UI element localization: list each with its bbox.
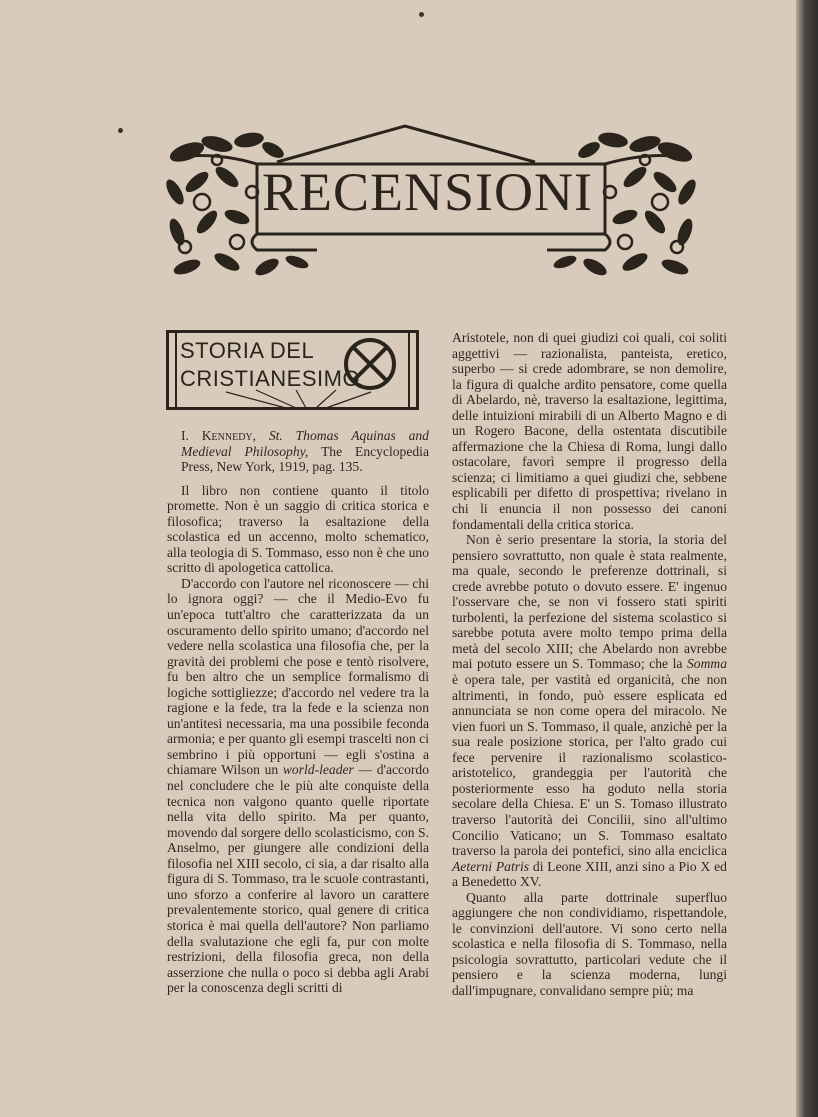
italic-run: Somma [686,656,727,672]
section-line-2: CRISTIANESIMO [180,366,361,391]
book-gutter-edge [796,0,818,1117]
italic-run: world-leader [282,762,354,778]
citation-author: Kennedy, [201,428,257,443]
section-heading-box [166,330,419,410]
section-line-1: STORIA DEL [180,338,315,363]
left-column [167,428,429,996]
paragraph: Aristotele, non di quei giudizi coi quali, coi soliti aggettivi — razionalista, panteista, eretico, superbo — si crede adombrare, se non demolire, la figura di qualche ardito pensatore, come quella di Abelardo, nè, traverso la esaltazione, legittima, delle intuizioni mirabili di un Alberto Magno e di un Rogero Bacone, della ostentata discutibile affermazione che la Chiesa di Roma, lungi dallo ostacolare, favorì sempre il progresso della scienza; ci limitiamo a quei giudizi che, sebbene esplicabili per difetto di prospettiva; rivelano in chi li enuncia il non possesso dei canoni fondamentali della critica storica. [452,330,727,532]
text-run: — d'accordo nel concludere che le più alte conquiste della tecnica non valgono quanto quelle riportate nella vita dello spirito. Ma per quanto, movendo dal sorgere dello scolasticismo, con S. Anselmo, per giungere alle condizioni della filosofia nel XIII secolo, ci sia, a dar risalto alla figura di S. Tommaso, tra le scuole contrastanti, uno sforzo a conferire al lavoro un carattere prevalentemente storico, qual genere di critica storica è mai quella dell'autore? Non parliamo della svalutazione che egli fa, pur con molte restrizioni, della filosofia greca, non della asserzione che nulla o poco si debba agli Arabi per la conoscenza degli scritti di [167,762,429,996]
text-run: di Leone XIII, anzi sino a Pio X ed a Benedetto XV. [452,858,727,890]
italic-run: Aeterni Patris [452,858,530,874]
paragraph: Quanto alla parte dottrinale superfluo aggiungere che non condividiamo, rispettandole, le convinzioni dell'autore. Vi sono certo nella scolastica e nella filosofia di S. Tommaso, nella psicologia sovrattutto, particolari vedute che il pensiero e la scienza moderna, lungi dall'impugnare, convalidano sempre più; ma [452,889,727,998]
text-run: è opera tale, per vastità ed organicità, che non altrimenti, in fondo, può essere esplicata ed annunciata se non come opera del miracolo. Ne vien fuori un S. Tommaso, il quale, anzichè per la sua reale posizione storica, per l'alto grado cui fece pervenire il razionalismo scolastico-aristotelico, grandeggia per l'autorità che posteriormente esso ha goduto nella storia secolare della Chiesa. E' un S. Tomaso illustrato traverso l'autorità dei Concilii, sino all'ultimo Concilio Vaticano; un S. Tommaso esaltato traverso la parola dei pontefici, sino alla enciclica [452,672,727,859]
paragraph [167,576,429,996]
citation-title: St. Thomas Aquinas and Medieval Philosophy, [181,428,429,459]
text-run: D'accordo con l'autore nel riconoscere — chi lo ignora oggi? — che il Medio-Evo fu un'epoca tutt'altro che caratterizzata da un oscuramento dello spirito umano; d'accordo nel vedere nella scolastica una filosofia che, per la gravità dei problemi che pose e tentò risolvere, fu ben altro che un semplice formalismo di logiche sottigliezze; d'accordo nel vedere tra la ragione e la fede, tra la fede e la scienza non un'antitesi necessaria, ma una possibile feconda armonia; e per quanto gli esempi trascelti non ci sembrino i più opportuni — egli s'ostina a chiamare Wilson un [167,575,429,778]
text-run: Non è serio presentare la storia, la storia del pensiero sovrattutto, non quale è stata realmente, ma quale, secondo le preferenze dottrinali, si crede avrebbe potuto o dovuto essere. E' ingenuo l'osservare che, se non vi fossero stati spiriti turbolenti, la perfezione del sistema scolastico si sarebbe potuta avere molto tempo prima della metà del secolo XIII; che Abelardo non avrebbe mai potuto essere un S. Tommaso; che la [452,532,727,672]
paragraph: Il libro non contiene quanto il titolo promette. Non è un saggio di critica storica e filosofica; traverso la esaltazione della scolastica ed un accenno, molto schematico, alla teologia di S. Tommaso, esso non è che uno scritto di apologetica cattolica. [167,482,429,576]
citation [167,428,429,475]
recensioni-header [157,122,705,282]
ink-dot [118,128,123,133]
citation-number: I. [181,428,189,443]
header-title: RECENSIONI [262,162,593,222]
ink-dot [419,12,424,17]
paragraph [452,532,727,890]
right-column [452,330,727,999]
citation-publisher: The Encyclopedia Press, New York, 1919, pag. 135. [181,443,429,475]
